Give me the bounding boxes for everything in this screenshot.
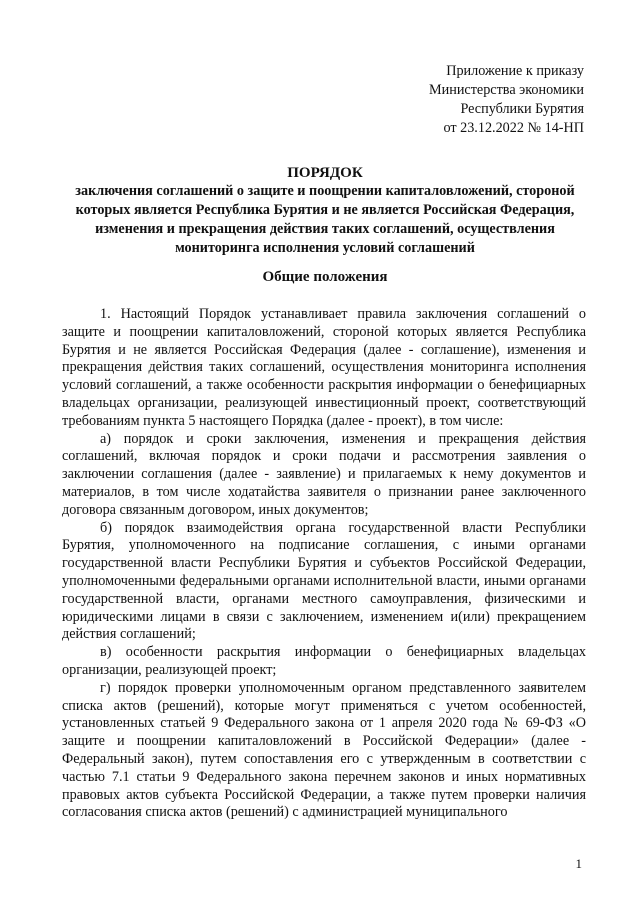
section-heading: Общие положения	[262, 269, 388, 285]
document-title: ПОРЯДОК	[287, 165, 363, 181]
page-number: 1	[575, 856, 582, 871]
approval-line: Республики Бурятия	[460, 101, 584, 117]
document-subtitle: заключения соглашений о защите и поощрении капиталовложений, стороной которых является Республика Бурятия и не является Российская Федерация, изменения и прекращения действия таких соглашений, осуществления мониторинга исполнения условий соглашений	[75, 183, 575, 256]
approval-line: Приложение к приказу	[446, 63, 584, 79]
document-body	[62, 306, 586, 822]
paragraph: б) порядок взаимодействия органа государственной власти Республики Бурятия, уполномоченного на подписание соглашения, с иными органами государственной власти Республики Бурятия и субъектов Российской Федерации, уполномоченными федеральными органами исполнительной власти, иными органами государственной власти, органами местного самоуправления, физическими и юридическими лицами в связи с заключением, изменением и(или) прекращением действия соглашений;	[62, 519, 586, 643]
approval-line: от 23.12.2022 № 14-НП	[443, 120, 584, 136]
paragraph: 1. Настоящий Порядок устанавливает правила заключения соглашений о защите и поощрении капиталовложений, стороной которых является Республика Бурятия и не является Российская Федерация (далее - соглашение), изменения и прекращения действия таких соглашений, осуществления мониторинга исполнения условий соглашений, а также особенности раскрытия информации о бенефициарных владельцах организации, реализующей инвестиционный проект, соответствующий требованиям пункта 5 настоящего Порядка (далее - проект), в том числе:	[62, 306, 586, 429]
paragraph: г) порядок проверки уполномоченным органом представленного заявителем списка актов (решений), которые могут применяться с учетом особенностей, установленных статьей 9 Федерального закона от 1 апреля 2020 года № 69-ФЗ «О защите и поощрении капиталовложений в Российской Федерации» (далее - Федеральный закон), путем сопоставления его с утвержденным в соответствии с частью 7.1 статьи 9 Федерального закона перечнем законов и иных нормативных правовых актов субъекта Российской Федерации, а также путем проверки наличия согласования списка актов (решений) с администрацией муниципального	[62, 679, 586, 821]
paragraph: в) особенности раскрытия информации о бенефициарных владельцах организации, реализующей проект;	[62, 644, 586, 678]
paragraph: а) порядок и сроки заключения, изменения и прекращения действия соглашений, включая порядок и сроки подачи и рассмотрения заявления о заключении соглашения (далее - заявление) и прилагаемых к нему документов и материалов, в том числе ходатайства заявителя о признании ранее заключенного договора связанным договором, иных документов;	[62, 430, 586, 518]
approval-line: Министерства экономики	[429, 82, 584, 98]
approval-stamp	[429, 62, 584, 138]
